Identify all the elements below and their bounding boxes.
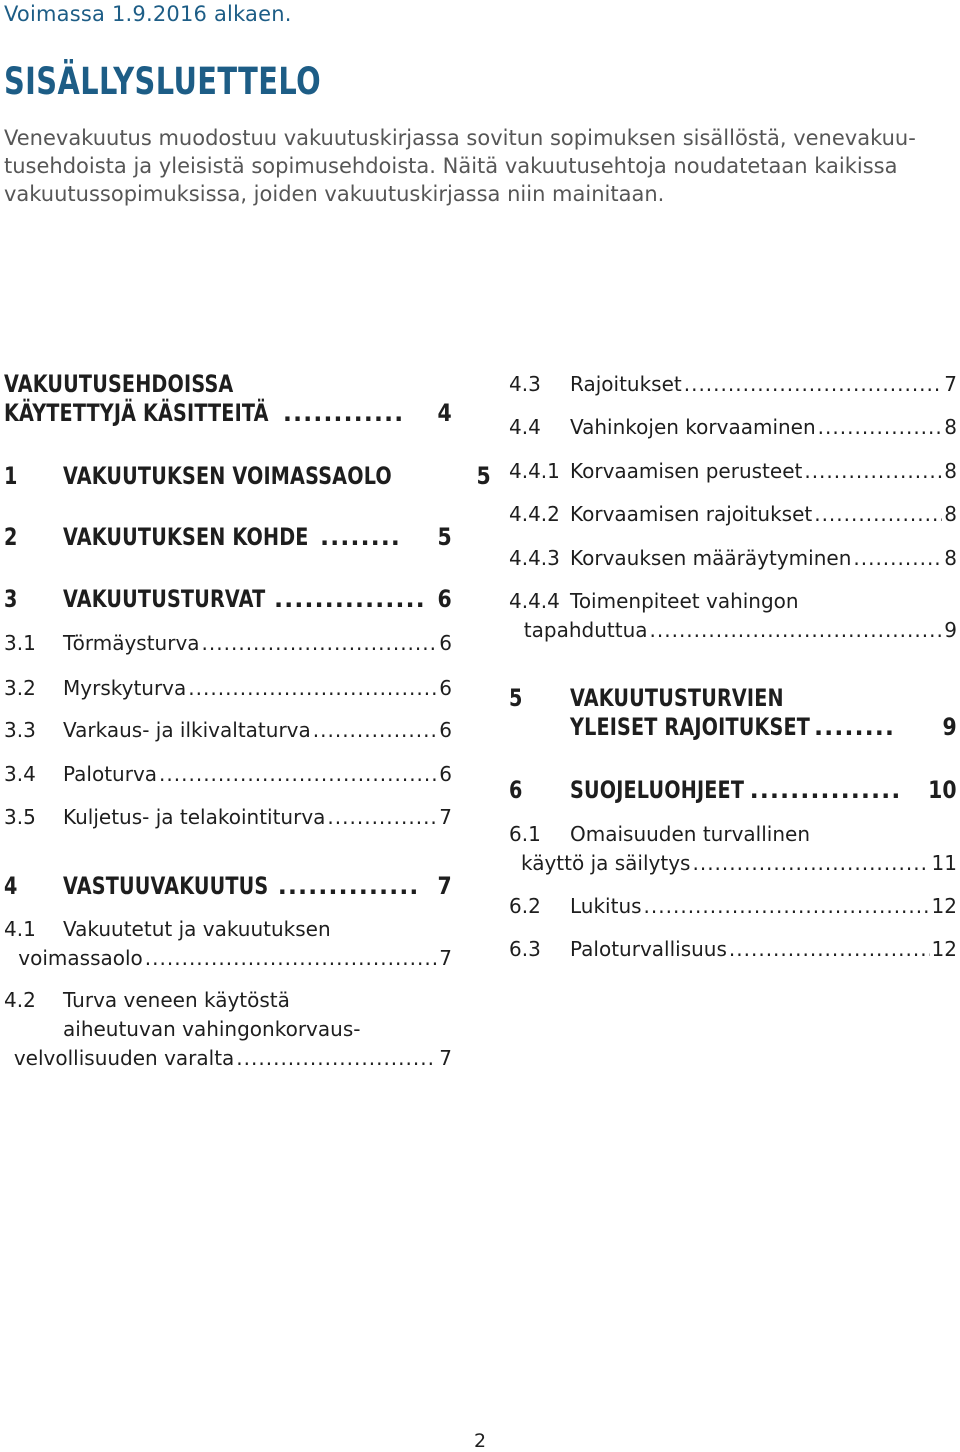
intro-line: Venevakuutus muodostuu vakuutuskirjassa sovitun sopimuksen sisällöstä, venevakuu- — [4, 126, 916, 150]
toc-entry-4-1[interactable] — [4, 917, 452, 975]
toc-entry-4-4-4[interactable] — [509, 589, 957, 647]
toc-entry-4[interactable] — [4, 872, 452, 901]
toc-entry-page: 8 — [944, 415, 957, 439]
intro-line: vakuutussopimuksissa, joiden vakuutuskirjassa niin mainitaan. — [4, 182, 665, 206]
toc-entry-number: 6 — [509, 776, 523, 804]
toc-entry-number: 2 — [4, 523, 18, 551]
toc-entry-number: 4.4 — [509, 415, 541, 439]
toc-entry-text: VASTUUVAKUUTUS — [63, 872, 269, 900]
toc-entry-number: 5 — [509, 684, 523, 712]
toc-entry-text: Korvaamisen perusteet — [570, 459, 803, 483]
toc-leader-dots — [818, 415, 943, 439]
toc-entry-6-2[interactable] — [509, 894, 957, 923]
validity-date-header: Voimassa 1.9.2016 alkaen. — [4, 2, 292, 26]
toc-entry-number: 6.1 — [509, 822, 541, 846]
toc-entry-page: 5 — [437, 523, 452, 551]
toc-leader-dots — [814, 502, 942, 526]
toc-entry-4-3[interactable] — [509, 372, 957, 401]
toc-entry-text: VAKUUTUSTURVAT — [63, 585, 266, 613]
toc-entry-page: 6 — [439, 762, 452, 786]
toc-entry-text: Toimenpiteet vahingon — [570, 589, 799, 613]
toc-entry-text: Varkaus- ja ilkivaltaturva — [63, 718, 311, 742]
toc-leader-dots — [750, 776, 900, 804]
toc-entry-text: VAKUUTUSEHDOISSA — [4, 370, 234, 398]
toc-entry-text: VAKUUTUKSEN VOIMASSAOLO — [63, 462, 392, 490]
toc-entry-text: Turva veneen käytöstä — [63, 988, 290, 1012]
toc-entry-5[interactable] — [509, 684, 957, 742]
toc-entry-number: 4.4.3 — [509, 546, 560, 570]
toc-entry-text: käyttö ja säilytys — [520, 851, 691, 875]
toc-entry-text: YLEISET RAJOITUKSET — [570, 713, 811, 741]
toc-leader-dots — [684, 372, 943, 396]
toc-leader-dots — [327, 805, 437, 829]
toc-entry-text: velvollisuuden varalta — [13, 1046, 235, 1070]
toc-entry-text: Korvauksen määräytyminen — [570, 546, 852, 570]
toc-entry-page: 7 — [439, 946, 452, 970]
toc-entry-page: 10 — [928, 776, 957, 804]
toc-entry-text: Korvaamisen rajoitukset — [570, 502, 813, 526]
toc-leader-dots — [644, 894, 930, 918]
toc-leader-dots — [278, 872, 418, 900]
toc-entry-number: 4 — [4, 872, 18, 900]
toc-entry-text: tapahduttua — [523, 618, 648, 642]
toc-entry-6[interactable] — [509, 776, 957, 805]
toc-entry-text: VAKUUTUSTURVIEN — [570, 684, 784, 712]
toc-entry-number: 4.2 — [4, 988, 36, 1012]
intro-paragraph — [4, 124, 954, 208]
toc-entry-page: 7 — [944, 372, 957, 396]
toc-leader-dots — [729, 937, 930, 961]
toc-entry-number: 4.1 — [4, 917, 36, 941]
toc-entry-4-4-3[interactable] — [509, 546, 957, 575]
toc-entry-text: voimassaolo — [18, 946, 143, 970]
toc-leader-dots — [145, 946, 437, 970]
toc-leader-dots — [650, 618, 943, 642]
page-number: 2 — [473, 1430, 487, 1452]
toc-entry-page: 6 — [439, 718, 452, 742]
toc-entry-page: 7 — [439, 1046, 452, 1070]
toc-entry-number: 3.1 — [4, 631, 36, 655]
toc-leader-dots — [853, 546, 942, 570]
toc-leader-dots — [692, 851, 929, 875]
toc-leader-dots — [188, 676, 437, 700]
toc-entry-page: 12 — [931, 937, 957, 961]
toc-entry-6-3[interactable] — [509, 937, 957, 966]
toc-entry-page: 8 — [944, 546, 957, 570]
toc-entry-3[interactable] — [4, 585, 452, 614]
toc-leader-dots — [236, 1046, 437, 1070]
toc-entry-text: Törmäysturva — [63, 631, 200, 655]
toc-entry-page: 6 — [437, 585, 452, 613]
toc-entry-2[interactable] — [4, 523, 452, 552]
toc-entry-3-5[interactable] — [4, 805, 452, 834]
toc-entry-page: 7 — [437, 872, 452, 900]
toc-entry-text: Vahinkojen korvaaminen — [570, 415, 816, 439]
toc-leader-dots — [814, 713, 892, 741]
toc-entry-number: 3.2 — [4, 676, 36, 700]
toc-leader-dots — [804, 459, 942, 483]
toc-entry-4-4[interactable] — [509, 415, 957, 444]
toc-entry-3-1[interactable] — [4, 631, 452, 660]
toc-entry-number: 4.4.4 — [509, 589, 560, 613]
toc-leader-dots — [202, 631, 438, 655]
page-title: SISÄLLYSLUETTELO — [4, 60, 322, 103]
toc-entry-text: aiheutuvan vahingonkorvaus- — [63, 1017, 361, 1041]
toc-entry-page: 7 — [439, 805, 452, 829]
toc-entry-page: 4 — [437, 399, 452, 427]
toc-entry-3-2[interactable] — [4, 676, 452, 705]
toc-entry-text: VAKUUTUKSEN KOHDE — [63, 523, 309, 551]
toc-entry-page: 6 — [439, 676, 452, 700]
toc-entry-text: Paloturvallisuus — [570, 937, 727, 961]
toc-entry-4-4-2[interactable] — [509, 502, 957, 531]
toc-entry-text: SUOJELUOHJEET — [570, 776, 745, 804]
toc-entry-number: 6.3 — [509, 937, 541, 961]
toc-entry-text: Rajoitukset — [570, 372, 682, 396]
toc-entry-number: 3.3 — [4, 718, 36, 742]
toc-entry-page: 8 — [944, 459, 957, 483]
toc-entry-page: 11 — [931, 851, 957, 875]
toc-entry-page: 5 — [476, 462, 492, 490]
toc-entry-text: Omaisuuden turvallinen — [570, 822, 810, 846]
toc-entry-number: 3 — [4, 585, 18, 613]
toc-entry-text: Kuljetus- ja telakointiturva — [63, 805, 326, 829]
toc-entry-4-4-1[interactable] — [509, 459, 957, 488]
toc-entry-number: 3.5 — [4, 805, 36, 829]
toc-entry-number: 3.4 — [4, 762, 36, 786]
toc-entry-number: 4.4.1 — [509, 459, 560, 483]
toc-entry-page: 9 — [942, 713, 957, 741]
toc-entry-4-2[interactable] — [4, 988, 452, 1075]
toc-entry-text: KÄYTETTYJÄ KÄSITTEITÄ — [4, 399, 269, 427]
toc-entry-text: Myrskyturva — [63, 676, 187, 700]
toc-entry-text: Lukitus — [570, 894, 642, 918]
toc-leader-dots — [320, 523, 400, 551]
toc-entry-page: 6 — [439, 631, 452, 655]
toc-entry-number: 4.4.2 — [509, 502, 560, 526]
toc-entry-number: 6.2 — [509, 894, 541, 918]
toc-entry-number: 1 — [4, 462, 18, 490]
toc-entry-1[interactable] — [4, 462, 492, 491]
toc-leader-dots — [159, 762, 437, 786]
toc-entry-page: 8 — [944, 502, 957, 526]
toc-leader-dots — [313, 718, 438, 742]
toc-entry-terms[interactable] — [4, 370, 452, 428]
toc-entry-6-1[interactable] — [509, 822, 957, 880]
toc-entry-page: 9 — [944, 618, 957, 642]
intro-line: tusehdoista ja yleisistä sopimusehdoista. Näitä vakuutusehtoja noudatetaan kaikissa — [4, 154, 898, 178]
toc-entry-3-3[interactable] — [4, 718, 452, 747]
toc-entry-3-4[interactable] — [4, 762, 452, 791]
toc-leader-dots — [283, 399, 405, 427]
toc-entry-text: Vakuutetut ja vakuutuksen — [63, 917, 331, 941]
toc-entry-text: Paloturva — [63, 762, 158, 786]
toc-entry-page: 12 — [931, 894, 957, 918]
toc-entry-number: 4.3 — [509, 372, 541, 396]
toc-leader-dots — [274, 585, 424, 613]
